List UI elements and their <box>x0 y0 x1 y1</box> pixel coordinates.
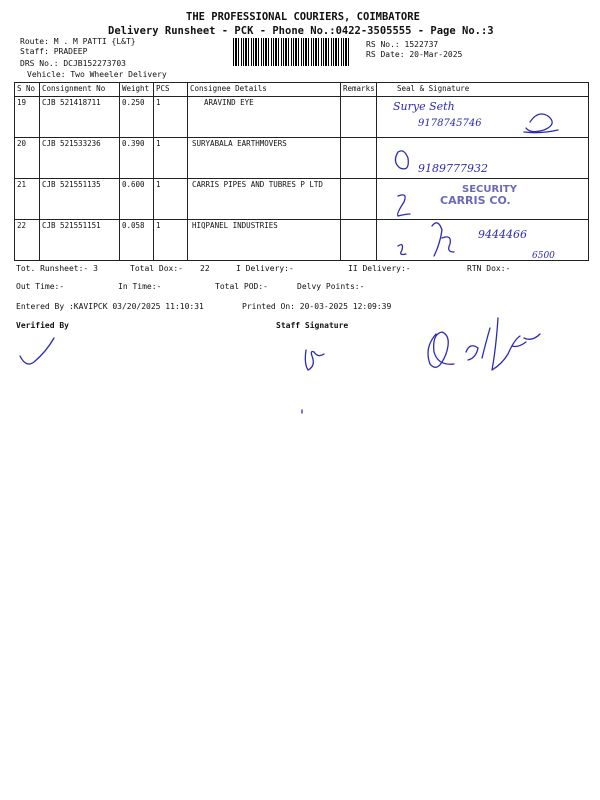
cell-consignee: ARAVIND EYE <box>188 97 341 138</box>
total-dox-value: 22 <box>200 264 210 273</box>
row21-stamp-line1: SECURITY <box>462 184 517 195</box>
rs-number: RS No.: 1522737 <box>366 40 439 49</box>
cell-consignee: CARRIS PIPES AND TUBRES P LTD <box>188 179 341 220</box>
cell-weight: 0.058 <box>120 220 154 261</box>
company-title: THE PROFESSIONAL COURIERS, COIMBATORE <box>186 11 420 23</box>
col-sno: S No <box>15 83 40 97</box>
cell-weight: 0.250 <box>120 97 154 138</box>
row19-handwritten-phone: 9178745746 <box>418 118 482 129</box>
total-dox-label: Total Dox:- <box>130 264 183 273</box>
ii-delivery: II Delivery:- <box>348 264 411 273</box>
route-label: Route: M . M PATTI {L&T} <box>20 37 136 46</box>
cell-sno: 21 <box>15 179 40 220</box>
delvy-points: Delvy Points:- <box>297 282 365 291</box>
cell-sno: 20 <box>15 138 40 179</box>
cell-pcs: 1 <box>154 179 188 220</box>
cell-sno: 22 <box>15 220 40 261</box>
col-remarks: Remarks <box>341 83 377 97</box>
cell-pcs: 1 <box>154 97 188 138</box>
i-delivery: I Delivery:- <box>236 264 294 273</box>
cell-consignment: CJB 521551151 <box>40 220 120 261</box>
staff-signature-label: Staff Signature <box>276 321 349 330</box>
verified-by-signature-icon <box>20 338 54 364</box>
large-staff-signature-icon <box>428 318 540 370</box>
cell-consignee: HIQPANEL INDUSTRIES <box>188 220 341 261</box>
staff-label: Staff: PRADEEP <box>20 47 88 56</box>
cell-consignment: CJB 521418711 <box>40 97 120 138</box>
drs-label: DRS No.: DCJB152273703 <box>20 59 126 68</box>
cell-consignment: CJB 521533236 <box>40 138 120 179</box>
total-pod: Total POD:- <box>215 282 268 291</box>
cell-consignee: SURYABALA EARTHMOVERS <box>188 138 341 179</box>
row19-handwritten-name: Surye Seth <box>393 100 455 113</box>
col-consignee: Consignee Details <box>188 83 341 97</box>
cell-weight: 0.600 <box>120 179 154 220</box>
row22-handwritten-note: 6500 <box>532 251 555 261</box>
vehicle-label: Vehicle: Two Wheeler Delivery <box>27 70 167 79</box>
entered-by: Entered By :KAVIPCK 03/20/2025 11:10:31 <box>16 302 204 311</box>
row20-handwritten-phone: 9189777932 <box>418 162 488 175</box>
cell-weight: 0.390 <box>120 138 154 179</box>
staff-signature-icon <box>305 350 324 370</box>
col-weight: Weight <box>120 83 154 97</box>
cell-consignment: CJB 521551135 <box>40 179 120 220</box>
col-consignment: Consignment No <box>40 83 120 97</box>
cell-pcs: 1 <box>154 220 188 261</box>
row21-stamp-line2: CARRIS CO. <box>440 194 511 207</box>
verified-by-label: Verified By <box>16 321 69 330</box>
printed-on: Printed On: 20-03-2025 12:09:39 <box>242 302 392 311</box>
row22-handwritten-phone: 9444466 <box>478 228 527 241</box>
cell-pcs: 1 <box>154 138 188 179</box>
cell-sno: 19 <box>15 97 40 138</box>
in-time: In Time:- <box>118 282 162 291</box>
runsheet-title: Delivery Runsheet - PCK - Phone No.:0422-3505555 - Page No.:3 <box>108 25 494 37</box>
rs-date: RS Date: 20-Mar-2025 <box>366 50 463 59</box>
col-seal: Seal & Signature <box>377 83 589 97</box>
col-pcs: PCS <box>154 83 188 97</box>
rtn-dox: RTN Dox:- <box>467 264 511 273</box>
tot-runsheet: Tot. Runsheet:- 3 <box>16 264 98 273</box>
out-time: Out Time:- <box>16 282 65 291</box>
